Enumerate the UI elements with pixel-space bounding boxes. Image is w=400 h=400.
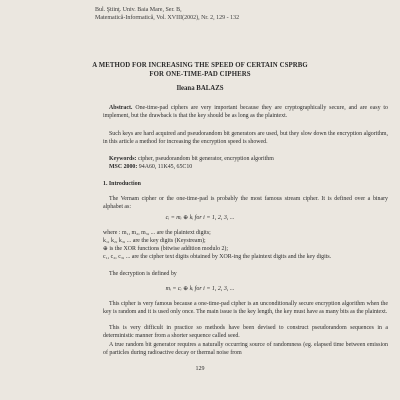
abstract-label: Abstract.	[109, 105, 133, 111]
list-item: ⊕ is the XOR functions (bitwise addition modulo 2);	[103, 246, 229, 252]
intro-paragraph-1: The Vernam cipher or the one-time-pad is probably the most famous stream cipher. It is defined over a binary alphabet as:	[103, 196, 388, 211]
list-item: where : m₁, m₂, m₃, ... are the plaintext digits;	[103, 230, 211, 236]
section-heading: 1. Introduction	[103, 181, 141, 187]
abstract-paragraph-2: Such keys are hard acquired and pseudorandom bit generators are used, but they slow down the encryption algorithm, in this article a method for increasing the encryption speed is showed.	[103, 131, 388, 146]
journal-line-2: Matematică-Informatică, Vol. XVIII(2002), Nr. 2, 129 - 132	[95, 15, 240, 21]
intro-paragraph-4: This is very difficult in practice so methods have been devised to construct pseudorandom sequences in a deterministic manner from a shorter sequence called seed.	[103, 325, 388, 340]
list-item: c₁, c₂, c₃, ... are the cipher text digits obtained by XOR-ing the plaintext digits and the key digits.	[103, 254, 332, 260]
abstract-paragraph-1	[103, 104, 388, 120]
intro-paragraph-3: This cipher is very famous because a one-time-pad cipher is an unconditionally secure encryption algorithm when the key is random and it is used only once. The main issue is the key length, the key must have as many bits as the plaintext.	[103, 301, 388, 316]
page-number: 129	[195, 366, 205, 372]
msc-line	[103, 163, 388, 171]
intro-paragraph-5: A true random bit generator requires a naturally occurring source of randomness (eg. elapsed time between emission of particles during radioactive decay or thermal noise from	[103, 342, 388, 357]
intro-paragraph-2: The decryption is defined by	[109, 271, 177, 277]
keywords-line	[103, 155, 388, 163]
keywords-label: Keywords:	[109, 156, 137, 162]
list-item: k₁, k₂, k₃, ... are the key digits (Keystream);	[103, 238, 206, 244]
journal-header	[95, 6, 239, 22]
title-line-2: FOR ONE-TIME-PAD CIPHERS	[149, 71, 251, 78]
equation-encryption: cᵢ = mᵢ ⊕ kᵢ for i = 1, 2, 3, ...	[165, 215, 235, 221]
paper-title	[0, 61, 400, 79]
equation-decryption: mᵢ = cᵢ ⊕ kᵢ for i = 1, 2, 3, ...	[165, 286, 235, 292]
title-line-1: A METHOD FOR INCREASING THE SPEED OF CERTAIN CSPRBG	[92, 62, 308, 69]
msc-text: 94A60, 11K45, 65C10	[138, 164, 193, 170]
author-name: Ileana BALAZS	[176, 85, 224, 92]
journal-line-1: Bul. Ştiinţ. Univ. Baia Mare, Ser. B,	[95, 7, 182, 13]
msc-label: MSC 2000:	[109, 164, 138, 170]
keywords-text: cipher, pseudorandom bit generator, encryption algorithm	[137, 156, 274, 162]
abstract-text-1: One-time-pad ciphers are very important because they are cryptographically secure, and are easy to implement, but the drawback is that the key should be as long as the plaintext.	[103, 105, 388, 120]
